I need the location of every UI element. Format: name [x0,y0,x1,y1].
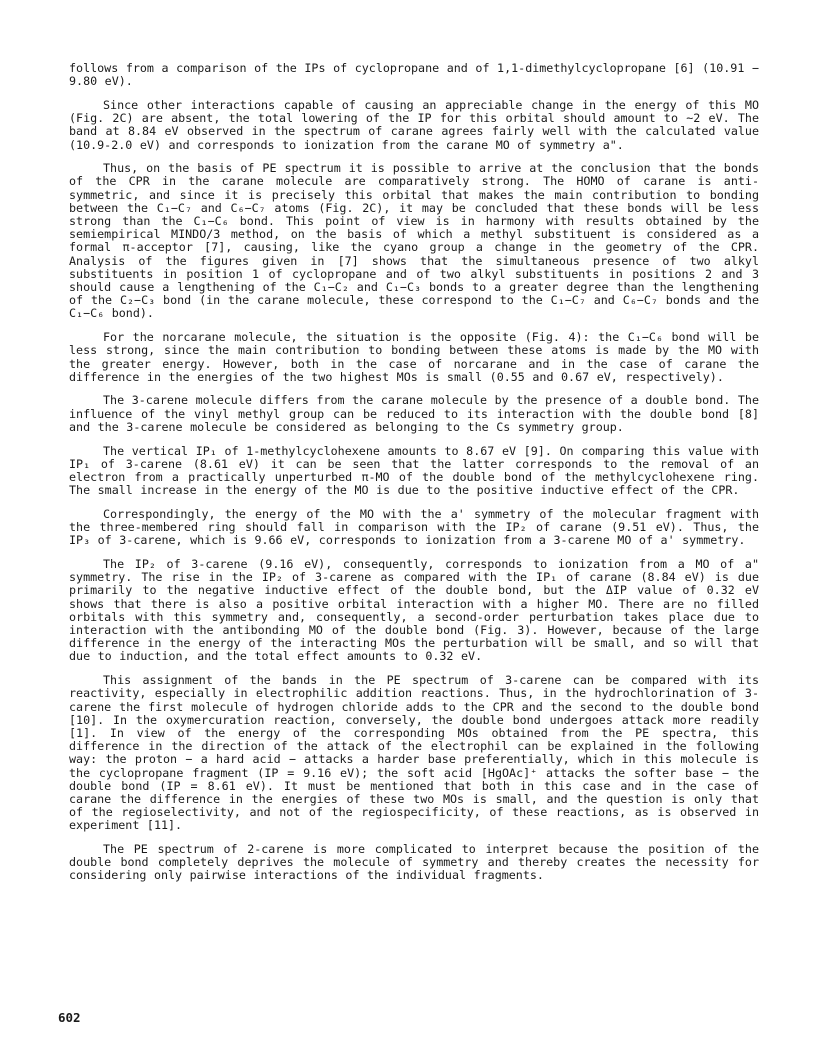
paragraph: The vertical IP₁ of 1-methylcyclohexene amounts to 8.67 eV [9]. On comparing this value with IP₁ of 3-carene (8.61 eV) it can be seen that the latter corresponds to the removal of an electron from a practically unperturbed π-MO of the double bond of the methylcyclohexene ring. The small increase in the energy of the MO is due to the positive inductive effect of the CPR. [69,443,759,498]
paragraph: Correspondingly, the energy of the MO with the a' symmetry of the molecular fragment with the three-membered ring should fall in comparison with the IP₂ of carane (9.51 eV). Thus, the IP₃ of 3-carene, which is 9.66 eV, corresponds to ionization from a 3-carene MO of a' symmetry. [69,506,759,548]
paragraph: For the norcarane molecule, the situation is the opposite (Fig. 4): the C₁−C₆ bond will be less strong, since the main contribution to bonding between these atoms is made by the MO with the greater energy. However, both in the case of norcarane and in the case of carane the difference in the energies of the two highest MOs is small (0.55 and 0.67 eV, respectively). [69,330,759,384]
paragraph: Since other interactions capable of causing an appreciable change in the energy of this MO (Fig. 2C) are absent, the total lowering of the IP for this orbital should amount to ~2 eV. The band at 8.84 eV observed in the spectrum of carane agrees fairly well with the calculated value (10.9-2.0 eV) and corresponds to ionization from the carane MO of symmetry a". [69,97,759,152]
document-body [69,62,759,893]
paragraph: The PE spectrum of 2-carene is more complicated to interpret because the position of the double bond completely deprives the molecule of symmetry and thereby creates the necessity for considering only pairwise interactions of the individual fragments. [69,842,759,883]
paragraph: Thus, on the basis of PE spectrum it is possible to arrive at the conclusion that the bonds of the CPR in the carane molecule are comparatively strong. The HOMO of carane is anti-symmetric, and since it is precisely this orbital that makes the main contribution to bonding between the C₁−C₇ and C₆−C₇ atoms (Fig. 2C), it may be concluded that these bonds will be less strong than the C₁−C₆ bond. This point of view is in harmony with results obtained by the semiempirical MINDO/3 method, on the basis of which a methyl substituent is considered as a formal π-acceptor [7], causing, like the cyano group a change in the geometry of the CPR. Analysis of the figures given in [7] shows that the simultaneous presence of two alkyl substituents in position 1 of cyclopropane and of two alkyl substituents in positions 2 and 3 should cause a lengthening of the C₁−C₂ and C₁−C₃ bonds to a greater degree than the lengthening of the C₂−C₃ bond (in the carane molecule, these correspond to the C₁−C₇ and C₆−C₇ bonds and the C₁−C₆ bond). [69,161,759,321]
page-number: 602 [58,1010,81,1025]
paragraph: This assignment of the bands in the PE spectrum of 3-carene can be compared with its reactivity, especially in electrophilic addition reactions. Thus, in the hydrochlorination of 3-carene the first molecule of hydrogen chloride adds to the CPR and the second to the double bond [10]. In the oxymercuration reaction, conversely, the double bond undergoes attack more readily [1]. In view of the energy of the corresponding MOs obtained from the PE spectra, this difference in the direction of the attack of the electrophil can be explained in the following way: the proton − a hard acid − attacks a harder base preferentially, which in this molecule is the cyclopropane fragment (IP = 9.16 eV); the soft acid [HgOAc]⁺ attacks the softer base − the double bond (IP = 8.61 eV). It must be mentioned that both in this case and in the case of carane the difference in the energies of these two MOs is small, and the question is only that of the regioselectivity, and not of the regiospecificity, of these reactions, as is observed in experiment [11]. [69,673,759,833]
paragraph: The 3-carene molecule differs from the carane molecule by the presence of a double bond. The influence of the vinyl methyl group can be reduced to its interaction with the double bond [8] and the 3-carene molecule be considered as belonging to the Cs symmetry group. [69,393,759,434]
paragraph: follows from a comparison of the IPs of cyclopropane and of 1,1-dimethylcyclopropane [6] (10.91 − 9.80 eV). [69,61,759,89]
paragraph: The IP₂ of 3-carene (9.16 eV), consequently, corresponds to ionization from a MO of a" symmetry. The rise in the IP₂ of 3-carene as compared with the IP₁ of carane (8.84 eV) is due primarily to the negative inductive effect of the double bond, but the ΔIP value of 0.32 eV shows that there is also a positive orbital interaction with a higher MO. There are no filled orbitals with this symmetry and, consequently, a second-order perturbation takes place due to interaction with the antibonding MO of the double bond (Fig. 3). However, because of the large difference in the energy of the interacting MOs the perturbation will be small, and so will that due to induction, and the total effect amounts to 0.32 eV. [69,557,759,664]
